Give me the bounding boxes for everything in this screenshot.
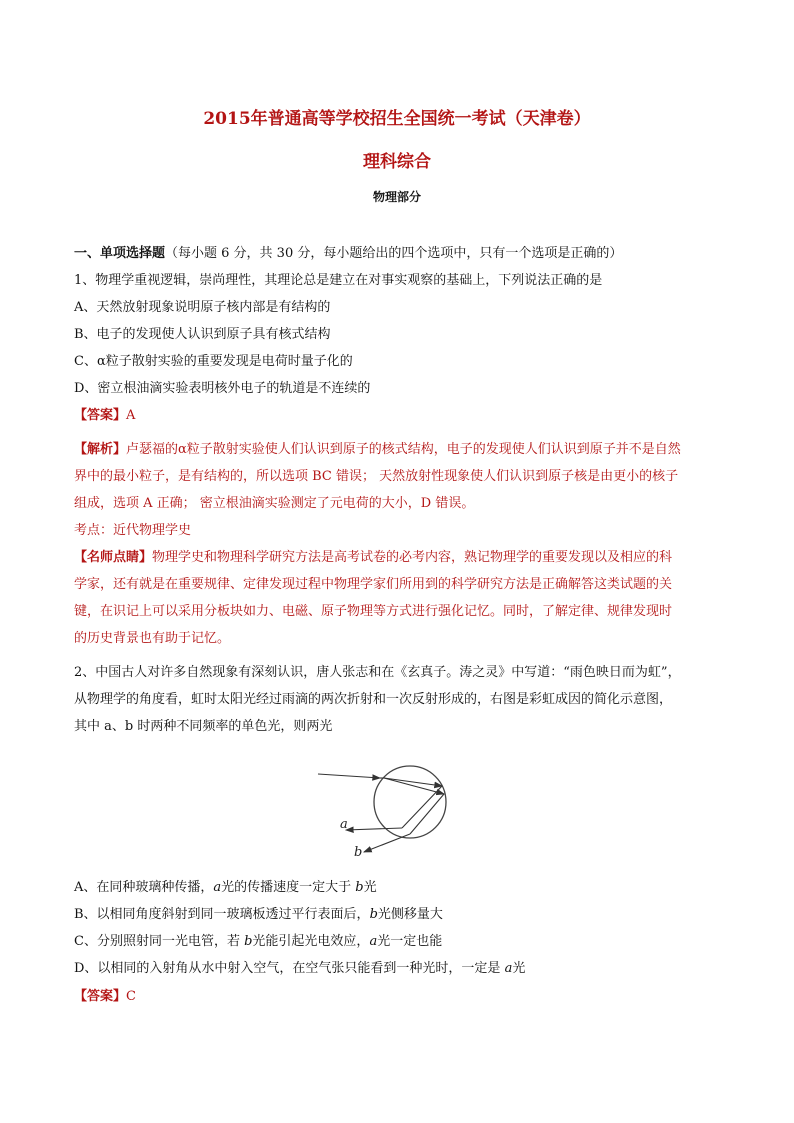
q1-stem: 1、物理学重视逻辑，崇尚理性，其理论总是建立在对事实观察的基础上，下列说法正确的是	[74, 273, 603, 288]
section-instruction: （每小题 6 分，共 30 分，每小题给出的四个选项中，只有一个选项是正确的）	[165, 246, 623, 261]
q1-analysis-line-2: 界中的最小粒子，是有结构的，所以选项 BC 错误； 天然放射性现象使人们认识到原子核是由更小的核子	[74, 469, 679, 484]
q2-option-d-mid: 光	[512, 961, 526, 976]
q2-option-c-var2: a	[369, 934, 378, 949]
q1-tips-line-2: 学家，还有就是在重要规律、定律发现过程中物理学家们所用到的科学研究方法是正确解答这类试题的关	[74, 577, 673, 592]
q1-option-d: D、密立根油滴实验表明核外电子的轨道是不连续的	[74, 381, 371, 396]
q1-tips-label: 【名师点睛】	[74, 550, 153, 565]
q1-option-a: A、天然放射现象说明原子核内部是有结构的	[74, 300, 331, 315]
q2-option-c	[74, 933, 442, 951]
q1-analysis-text-1: 卢瑟福的α粒子散射实验使人们认识到原子的核式结构，电子的发现使人们认识到原子并不是自然	[126, 442, 681, 457]
q1-answer	[74, 407, 135, 425]
q1-tips-line-4: 的历史背景也有助于记忆。	[74, 631, 231, 646]
q1-answer-label: 【答案】	[74, 408, 127, 423]
q1-analysis-line-1	[74, 441, 681, 459]
label-a: a	[340, 817, 348, 832]
q1-analysis-line-3: 组成，选项 A 正确； 密立根油滴实验测定了元电荷的大小，D 错误。	[74, 496, 475, 511]
q2-option-a-var2: b	[355, 880, 364, 895]
q2-option-a-text: A、在同种玻璃种传播，	[74, 880, 214, 895]
refracted-ray-a	[384, 778, 442, 786]
q2-option-a-var1: a	[213, 880, 222, 895]
q2-stem-line-1: 2、中国古人对许多自然现象有深刻认识，唐人张志和在《玄真子。涛之灵》中写道：“雨色映日而为虹”，	[74, 665, 681, 680]
q2-option-a-suffix: 光	[363, 880, 377, 895]
section-heading-line	[74, 245, 622, 263]
q2-option-c-mid: 光能引起光电效应，	[252, 934, 370, 949]
q1-option-b: B、电子的发现使人认识到原子具有核式结构	[74, 327, 331, 342]
part-title: 物理部分	[372, 190, 421, 204]
page-title: 2015年普通高等学校招生全国统一考试（天津卷）	[203, 109, 591, 129]
page-subtitle: 理科综合	[363, 152, 431, 172]
q2-stem-line-2: 从物理学的角度看，虹时太阳光经过雨滴的两次折射和一次反射形成的，右图是彩虹成因的简化示意图，	[74, 692, 673, 707]
q2-option-d	[74, 960, 525, 978]
reflected-ray-a	[402, 786, 442, 828]
q2-answer-label: 【答案】	[74, 989, 127, 1004]
q1-tips-text-1: 物理学史和物理科学研究方法是高考试卷的必考内容，熟记物理学的重要发现以及相应的科	[152, 550, 673, 565]
q1-kaodian: 考点：近代物理学史	[74, 523, 192, 538]
q2-option-a-mid: 光的传播速度一定大于	[221, 880, 356, 895]
q2-option-a	[74, 879, 377, 897]
q2-option-b	[74, 906, 443, 924]
q1-tips-line-1	[74, 549, 672, 567]
q2-option-c-text: C、分别照射同一光电管，若	[74, 934, 245, 949]
q1-answer-value: A	[126, 408, 136, 423]
refracted-ray-b	[384, 778, 444, 794]
exit-ray-b	[364, 834, 410, 852]
q2-option-b-text: B、以相同角度斜射到同一玻璃板透过平行表面后，	[74, 907, 370, 922]
q2-option-d-var1: a	[504, 961, 513, 976]
q2-option-b-mid: 光侧移量大	[377, 907, 443, 922]
q2-option-b-var1: b	[369, 907, 378, 922]
label-b: b	[354, 845, 363, 860]
q2-answer	[74, 988, 136, 1006]
q2-stem-line-3: 其中 a、b 时两种不同频率的单色光，则两光	[74, 719, 333, 734]
raindrop-circle	[374, 766, 446, 838]
q1-analysis-label: 【解析】	[74, 442, 127, 457]
exit-ray-a	[346, 828, 402, 830]
section-heading: 一、单项选择题	[74, 246, 166, 261]
q2-option-d-text: D、以相同的入射角从水中射入空气，在空气张只能看到一种光时，一定是	[74, 961, 505, 976]
q2-answer-value: C	[126, 989, 136, 1004]
q1-option-c: C、α粒子散射实验的重要发现是电荷时量子化的	[74, 354, 353, 369]
q1-tips-line-3: 键，在识记上可以采用分板块如力、电磁、原子物理等方式进行强化记忆。同时，了解定律、规律发现时	[74, 604, 673, 619]
q2-option-c-suffix: 光一定也能	[377, 934, 443, 949]
rainbow-diagram	[314, 748, 484, 866]
q2-option-c-var1: b	[244, 934, 253, 949]
incident-ray	[318, 774, 380, 778]
